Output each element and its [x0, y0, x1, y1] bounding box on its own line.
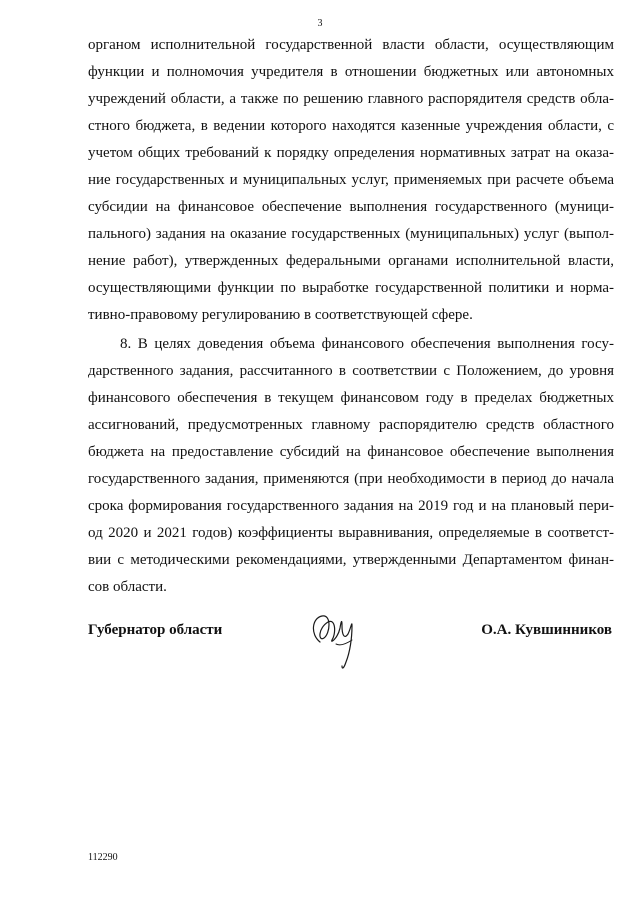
handwritten-signature	[306, 604, 366, 674]
paragraph-line: ние государственных и муниципальных услуг, применяемых при расчете объема	[88, 172, 614, 188]
paragraph-line: 8. В целях доведения объема финансового обеспечения выполнения госу-	[120, 336, 614, 352]
paragraph-line: сов области.	[88, 579, 167, 595]
paragraph-line: государственного задания, применяются (при необходимости в период до начала	[88, 471, 614, 487]
paragraph-line: субсидии на финансовое обеспечение выполнения государственного (муници-	[88, 199, 614, 215]
paragraph-line: осуществляющими функции по выработке государственной политики и норма-	[88, 280, 614, 296]
paragraph-line: бюджета на предоставление субсидий на финансовое обеспечение выполнения	[88, 444, 614, 460]
paragraph-line: нение работ), утвержденных федеральными органами исполнительной власти,	[88, 253, 614, 269]
document-code: 112290	[88, 852, 118, 863]
paragraph-line: пального) задания на оказание государственных (муниципальных) услуг (выпол-	[88, 226, 614, 242]
paragraph-line: ассигнований, предусмотренных главному распорядителю средств областного	[88, 417, 614, 433]
paragraph-line: учреждений области, а также по решению главного распорядителя средств обла-	[88, 91, 614, 107]
signatory-title: Губернатор области	[88, 622, 223, 638]
paragraph-line: стного бюджета, в ведении которого находятся казенные учреждения области, с	[88, 118, 614, 134]
paragraph-line: учетом общих требований к порядку определения нормативных затрат на оказа-	[88, 145, 614, 161]
paragraph-line: од 2020 и 2021 годов) коэффициенты выравнивания, определяемые в соответст-	[88, 525, 614, 541]
paragraph-line: дарственного задания, рассчитанного в соответствии с Положением, до уровня	[88, 363, 614, 379]
paragraph-line: функции и полномочия учредителя в отношении бюджетных или автономных	[88, 64, 614, 80]
paragraph-line: финансового обеспечения в текущем финансовом году в пределах бюджетных	[88, 390, 614, 406]
paragraph-line: срока формирования государственного задания на 2019 год и на плановый пери-	[88, 498, 614, 514]
page-number: 3	[317, 18, 323, 29]
paragraph-line: вии с методическими рекомендациями, утвержденными Департаментом финан-	[88, 552, 614, 568]
signature-block	[88, 604, 614, 674]
paragraph-line: органом исполнительной государственной власти области, осуществляющим	[88, 37, 614, 53]
paragraph-line: тивно-правовому регулированию в соответствующей сфере.	[88, 307, 473, 323]
signatory-name: О.А. Кувшинников	[481, 622, 612, 638]
